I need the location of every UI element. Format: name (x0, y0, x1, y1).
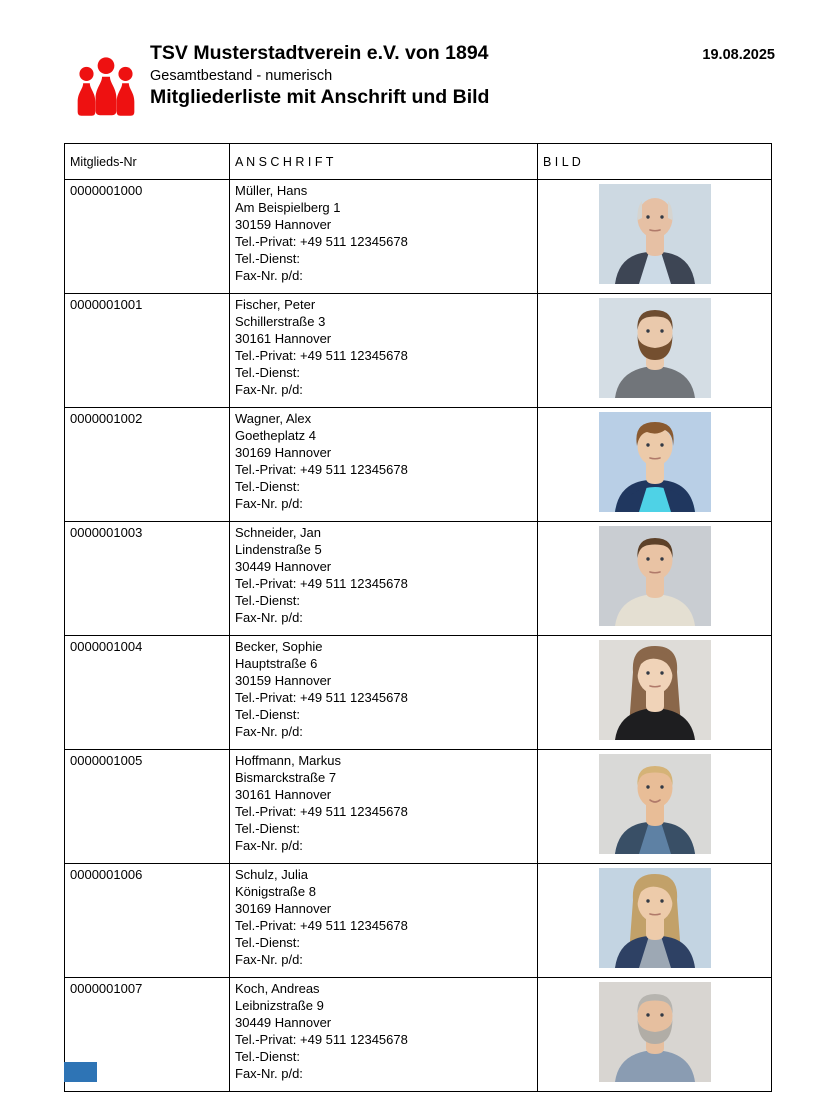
address-line: Tel.-Dienst: (235, 821, 301, 836)
address-line: Tel.-Privat: +49 511 12345678 (235, 690, 408, 705)
member-number: 0000001005 (70, 753, 143, 768)
member-photo (599, 754, 711, 854)
member-number: 0000001003 (70, 525, 143, 540)
photo-cell (538, 180, 772, 294)
address-line: Tel.-Privat: +49 511 12345678 (235, 1032, 408, 1047)
address-line: Fax-Nr. p/d: (235, 952, 303, 967)
address-cell (230, 636, 538, 750)
address-line: Hoffmann, Markus (235, 753, 341, 768)
address-line: Fax-Nr. p/d: (235, 268, 303, 283)
member-row (65, 978, 772, 1092)
table-header-row (65, 144, 772, 180)
club-logo-icon (73, 46, 140, 116)
photo-cell (538, 522, 772, 636)
address-line: 30159 Hannover (235, 217, 332, 232)
address-line: Schulz, Julia (235, 867, 308, 882)
member-row (65, 294, 772, 408)
portrait-avatar (599, 298, 711, 398)
address-cell (230, 750, 538, 864)
column-header-anschrift: A N S C H R I F T (230, 144, 538, 180)
address-cell (230, 864, 538, 978)
member-photo (599, 526, 711, 626)
member-row (65, 522, 772, 636)
address-line: Tel.-Dienst: (235, 593, 301, 608)
address-line: Fax-Nr. p/d: (235, 496, 303, 511)
member-table (64, 143, 772, 1092)
address-line: Fax-Nr. p/d: (235, 610, 303, 625)
member-row (65, 750, 772, 864)
address-line: Lindenstraße 5 (235, 542, 322, 557)
address-cell (230, 294, 538, 408)
portrait-avatar (599, 868, 711, 968)
member-photo (599, 184, 711, 284)
member-number-cell (65, 294, 230, 408)
club-name: TSV Musterstadtverein e.V. von 1894 (150, 42, 489, 64)
photo-cell (538, 750, 772, 864)
member-number-cell (65, 408, 230, 522)
photo-cell (538, 294, 772, 408)
report-title: Mitgliederliste mit Anschrift und Bild (150, 86, 490, 109)
photo-cell (538, 864, 772, 978)
member-photo (599, 412, 711, 512)
member-row (65, 180, 772, 294)
address-line: 30161 Hannover (235, 787, 332, 802)
report-date: 19.08.2025 (702, 47, 775, 63)
address-line: Schillerstraße 3 (235, 314, 326, 329)
address-cell (230, 408, 538, 522)
column-header-bild: B I L D (538, 144, 772, 180)
address-line: Tel.-Dienst: (235, 935, 301, 950)
address-line: Tel.-Dienst: (235, 251, 301, 266)
member-number-cell (65, 522, 230, 636)
member-number-cell (65, 180, 230, 294)
address-cell (230, 522, 538, 636)
address-line: Königstraße 8 (235, 884, 316, 899)
address-line: Hauptstraße 6 (235, 656, 318, 671)
member-number: 0000001004 (70, 639, 143, 654)
address-line: Fax-Nr. p/d: (235, 1066, 303, 1081)
address-line: Tel.-Privat: +49 511 12345678 (235, 462, 408, 477)
address-line: Tel.-Privat: +49 511 12345678 (235, 804, 408, 819)
member-photo (599, 298, 711, 398)
address-line: Fax-Nr. p/d: (235, 724, 303, 739)
portrait-avatar (599, 526, 711, 626)
address-line: Am Beispielberg 1 (235, 200, 341, 215)
address-line: Tel.-Dienst: (235, 365, 301, 380)
member-photo (599, 640, 711, 740)
page-footer-marker (64, 1062, 97, 1082)
portrait-avatar (599, 184, 711, 284)
address-line: Goetheplatz 4 (235, 428, 316, 443)
address-line: Tel.-Privat: +49 511 12345678 (235, 576, 408, 591)
address-line: Müller, Hans (235, 183, 308, 198)
address-line: Fax-Nr. p/d: (235, 838, 303, 853)
member-number: 0000001002 (70, 411, 143, 426)
member-number: 0000001007 (70, 981, 143, 996)
member-row (65, 864, 772, 978)
member-number-cell (65, 750, 230, 864)
photo-cell (538, 408, 772, 522)
address-line: Tel.-Dienst: (235, 1049, 301, 1064)
address-line: 30159 Hannover (235, 673, 332, 688)
address-line: Leibnizstraße 9 (235, 998, 324, 1013)
portrait-avatar (599, 412, 711, 512)
address-cell (230, 180, 538, 294)
address-line: Fax-Nr. p/d: (235, 382, 303, 397)
member-row (65, 636, 772, 750)
portrait-avatar (599, 640, 711, 740)
member-photo (599, 868, 711, 968)
address-line: 30161 Hannover (235, 331, 332, 346)
address-line: Tel.-Dienst: (235, 707, 301, 722)
address-line: 30169 Hannover (235, 445, 332, 460)
portrait-avatar (599, 754, 711, 854)
address-line: 30169 Hannover (235, 901, 332, 916)
report-subtitle: Gesamtbestand - numerisch (150, 68, 333, 84)
portrait-avatar (599, 982, 711, 1082)
member-row (65, 408, 772, 522)
photo-cell (538, 636, 772, 750)
report-header (150, 42, 489, 109)
address-line: Schneider, Jan (235, 525, 322, 540)
address-line: 30449 Hannover (235, 559, 332, 574)
member-number-cell (65, 636, 230, 750)
address-line: Tel.-Dienst: (235, 479, 301, 494)
address-line: Tel.-Privat: +49 511 12345678 (235, 348, 408, 363)
photo-cell (538, 978, 772, 1092)
address-line: Koch, Andreas (235, 981, 320, 996)
address-line: 30449 Hannover (235, 1015, 332, 1030)
address-line: Becker, Sophie (235, 639, 323, 654)
address-cell (230, 978, 538, 1092)
column-header-mitglieds-nr: Mitglieds-Nr (65, 144, 230, 180)
address-line: Fischer, Peter (235, 297, 316, 312)
member-photo (599, 982, 711, 1082)
member-number: 0000001006 (70, 867, 143, 882)
address-line: Bismarckstraße 7 (235, 770, 337, 785)
address-line: Tel.-Privat: +49 511 12345678 (235, 234, 408, 249)
address-line: Tel.-Privat: +49 511 12345678 (235, 918, 408, 933)
member-number: 0000001000 (70, 183, 143, 198)
member-number: 0000001001 (70, 297, 143, 312)
address-line: Wagner, Alex (235, 411, 312, 426)
member-number-cell (65, 864, 230, 978)
